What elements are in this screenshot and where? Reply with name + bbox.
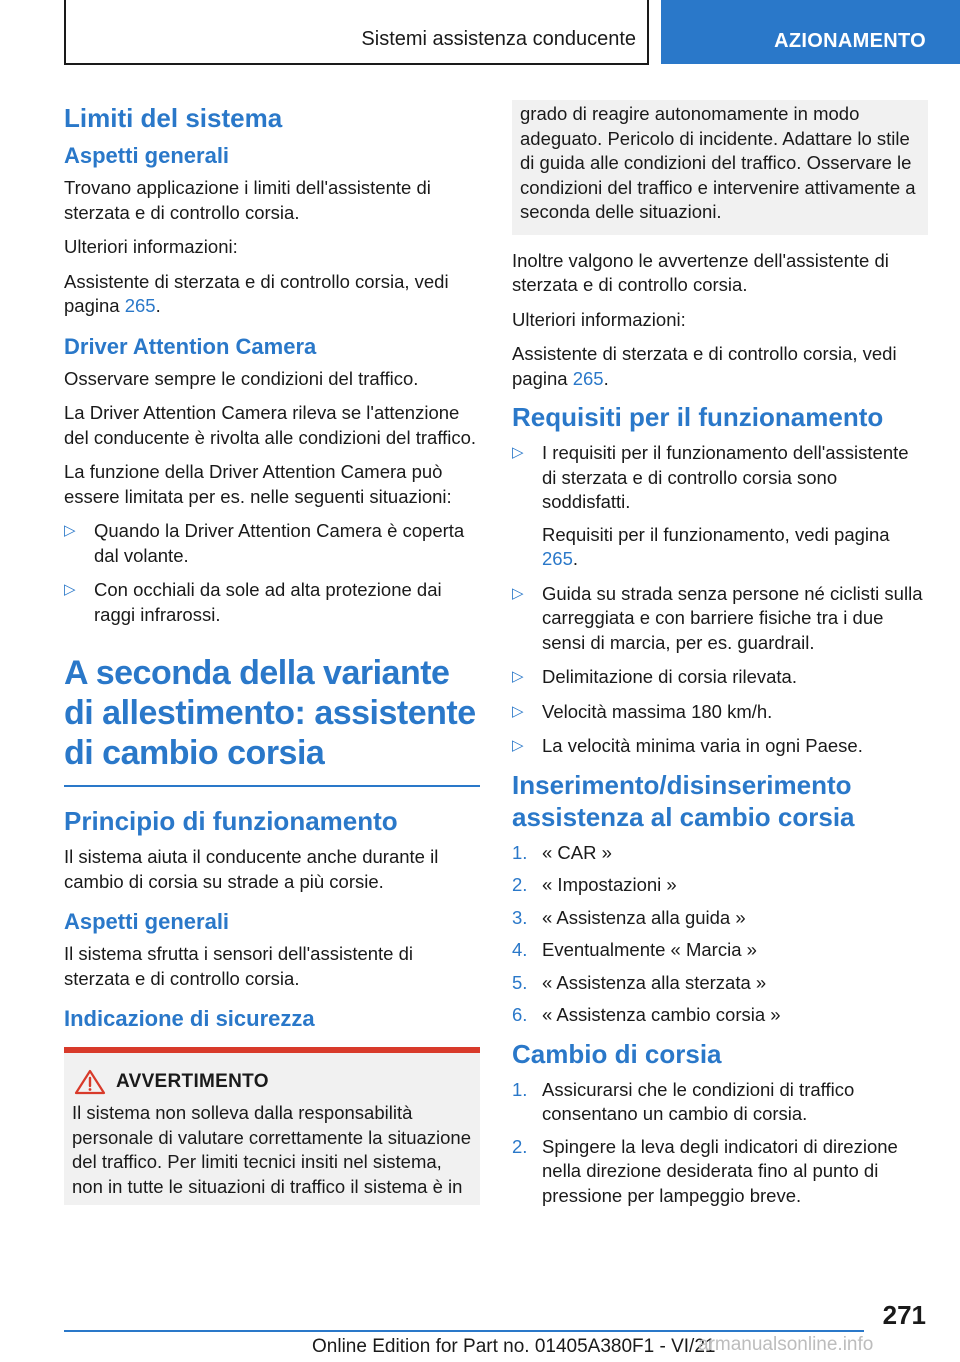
list-item: ▷ Velocità massima 180 km/h. — [512, 700, 928, 725]
warning-box-continued — [512, 100, 928, 235]
paragraph-camera-limited: La funzione della Driver Attention Camera può essere limitata per es. nelle seguenti situazioni: — [64, 461, 452, 507]
header-chapter-tab — [661, 0, 960, 64]
triangle-bullet-icon: ▷ — [512, 584, 524, 602]
warning-text: Il sistema non solleva dalla responsabilità personale di valutare correttamente la situazione del traffico. Per limiti tecnici insiti nel sistema, non in tutte le situazioni di traffico il sistema è in — [72, 1102, 472, 1197]
triangle-bullet-icon: ▷ — [512, 702, 524, 720]
step-item: 1. « CAR » — [512, 841, 612, 863]
camera-limitations-list — [64, 519, 480, 627]
lane-change-steps — [512, 1078, 928, 1209]
left-column — [64, 100, 480, 1205]
paragraph-page-reference: Assistente di sterzata e di controllo corsia, vedi pagina 265. — [64, 270, 449, 316]
warning-text-continued: grado di reagire autonomamente in modo adeguato. Pericolo di incidente. Adattare lo stile di guida alle condizioni del traffico. Osservare le condizioni del traffico e intervenire attivamente a seconda delle situazioni. — [520, 103, 916, 222]
list-item: ▷ Con occhiali da sole ad alta protezione dai raggi infrarossi. — [64, 579, 442, 625]
page-link-265[interactable]: 265 — [124, 295, 156, 316]
step-item: 5. « Assistenza alla sterzata » — [512, 971, 767, 993]
paragraph-page-reference-2: Assistente di sterzata e di controllo corsia, vedi pagina 265. — [512, 343, 897, 389]
paragraph-camera-detects: La Driver Attention Camera rileva se l'attenzione del conducente è rivolta alle condizioni del traffico. — [64, 402, 477, 448]
triangle-bullet-icon: ▷ — [64, 522, 76, 539]
requirements-reference: Requisiti per il funzionamento, vedi pagina 265. — [542, 523, 890, 569]
heading-divider — [64, 785, 480, 787]
step-item: 4. Eventualmente « Marcia » — [512, 939, 757, 960]
step-item: 2. Spingere la leva degli indicatori di direzione nella direzione desiderata fino al punto di pressione per lampeggio breve. — [512, 1135, 898, 1206]
heading-activation: Inserimento/disinserimento assistenza al cambio corsia — [512, 769, 855, 832]
requirements-list — [512, 441, 928, 759]
watermark: armanualsonline.info — [698, 1334, 874, 1355]
header-bottom-rule — [64, 63, 649, 65]
page-number: 271 — [882, 1300, 926, 1330]
footer-edition: Online Edition for Part no. 01405A380F1 - VI/21 — [312, 1336, 716, 1357]
paragraph-more-info: Ulteriori informazioni: — [64, 236, 238, 257]
heading-safety-note: Indicazione di sicurezza — [64, 1006, 315, 1031]
step-item: 6. « Assistenza cambio corsia » — [512, 1004, 781, 1025]
list-item: ▷ Guida su strada senza persone né ciclisti sulla carreggiata e con barriere fisiche tra i due sensi di marcia, per es. guardrail. — [512, 582, 923, 653]
heading-lane-change-assistant: A seconda della variante di allestimento: assistente di cambio corsia — [64, 654, 476, 772]
warning-title-row — [72, 1069, 472, 1095]
header-chapter-label: AZIONAMENTO — [774, 30, 926, 52]
heading-system-limits: Limiti del sistema — [64, 103, 283, 133]
paragraph-general-limits: Trovano applicazione i limiti dell'assistente di sterzata e di controllo corsia. — [64, 177, 431, 223]
step-item: 3. « Assistenza alla guida » — [512, 906, 746, 928]
heading-operating-principle: Principio di funzionamento — [64, 806, 398, 836]
header-left-rule — [64, 0, 66, 64]
heading-general-aspects-2: Aspetti generali — [64, 909, 230, 934]
page-link-265[interactable]: 265 — [572, 367, 604, 389]
triangle-bullet-icon: ▷ — [512, 668, 524, 685]
activation-steps — [512, 841, 928, 1028]
page-link-265[interactable]: 265 — [542, 548, 573, 569]
warning-triangle-icon — [74, 1069, 106, 1095]
heading-driver-attention-camera: Driver Attention Camera — [64, 333, 317, 359]
paragraph-also-valid: Inoltre valgono le avvertenze dell'assistente di sterzata e di controllo corsia. — [512, 249, 889, 295]
warning-box — [64, 1053, 480, 1205]
triangle-bullet-icon: ▷ — [64, 581, 76, 598]
footer-rule — [64, 1330, 864, 1332]
warning-title: AVVERTIMENTO — [116, 1071, 269, 1092]
triangle-bullet-icon: ▷ — [512, 444, 524, 461]
step-item: 1. Assicurarsi che le condizioni di traffico consentano un cambio di corsia. — [512, 1078, 855, 1124]
step-item: 2. « Impostazioni » — [512, 874, 677, 895]
paragraph-camera-observe: Osservare sempre le condizioni del traffico. — [64, 367, 419, 389]
heading-general-aspects: Aspetti generali — [64, 143, 230, 168]
list-item: ▷ Delimitazione di corsia rilevata. — [512, 665, 928, 690]
paragraph-more-info-2: Ulteriori informazioni: — [512, 308, 686, 330]
header-section-title: Sistemi assistenza conducente — [361, 28, 636, 50]
list-item: ▷ La velocità minima varia in ogni Paese. — [512, 734, 928, 759]
heading-requirements: Requisiti per il funzionamento — [512, 402, 884, 432]
triangle-bullet-icon: ▷ — [512, 737, 524, 754]
heading-lane-change: Cambio di corsia — [512, 1038, 722, 1069]
header-right-rule — [647, 0, 649, 64]
paragraph-sensors: Il sistema sfrutta i sensori dell'assistente di sterzata e di controllo corsia. — [64, 943, 414, 989]
paragraph-principle: Il sistema aiuta il conducente anche durante il cambio di corsia su strade a più corsie. — [64, 846, 439, 892]
list-item: ▷ Quando la Driver Attention Camera è coperta dal volante. — [64, 520, 465, 566]
right-column — [512, 100, 928, 1218]
list-item: ▷ I requisiti per il funzionamento dell'assistente di sterzata e di controllo corsia sono soddisfatti. Requisiti per il funzionamento, vedi pagina 265. — [512, 441, 928, 572]
